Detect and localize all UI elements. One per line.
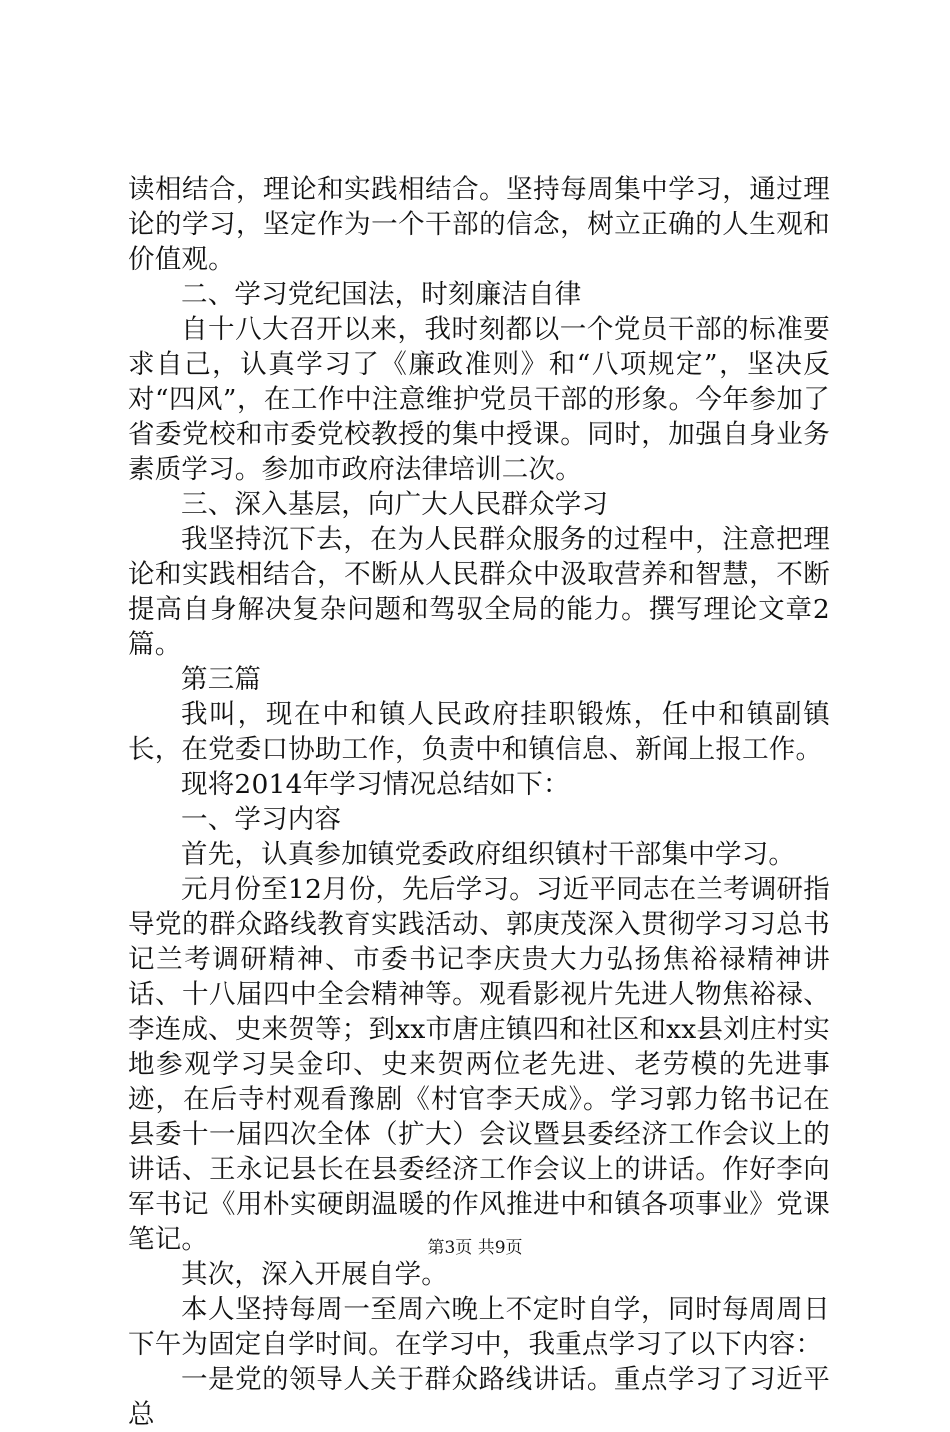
section-heading-2: 二、学习党纪国法，时刻廉洁自律 [181, 279, 582, 310]
paragraph-11: 元月份至12月份，先后学习。习近平同志在兰考调研指导党的群众路线教育实践活动、郭庚茂深入贯彻学习习总书记兰考调研精神、市委书记李庆贵大力弘扬焦裕禄精神讲话、十八届四中全会精神等。观看影视片先进人物焦裕禄、李连成、史来贺等；到xx市唐庄镇四和社区和xx县刘庄村实地参观学习吴金印、史来贺两位老先进、老劳模的先进事迹，在后寺村观看豫剧《村官李天成》。学习郭力铭书记在县委十一届四次全体（扩大）会议暨县委经济工作会议上的讲话、王永记县长在县委经济工作会议上的讲话。作好李向军书记《用朴实硬朗温暖的作风推进中和镇各项事业》党课笔记。 [128, 874, 830, 1255]
paragraph-14: 一是党的领导人关于群众路线讲话。重点学习了习近平总 [128, 1364, 830, 1430]
paragraph-13: 本人坚持每周一至周六晚上不定时自学，同时每周周日下午为固定自学时间。在学习中，我重点学习了以下内容： [128, 1294, 830, 1360]
section-heading-1: 一、学习内容 [181, 804, 342, 835]
paragraph-1: 读相结合，理论和实践相结合。坚持每周集中学习，通过理论的学习，坚定作为一个干部的信念，树立正确的人生观和价值观。 [128, 174, 830, 275]
page-number-footer: 第3页 共9页 [427, 1238, 523, 1258]
part-heading: 第三篇 [181, 664, 262, 695]
paragraph-12: 其次，深入开展自学。 [181, 1259, 448, 1290]
paragraph-10: 首先，认真参加镇党委政府组织镇村干部集中学习。 [181, 839, 796, 870]
paragraph-3: 自十八大召开以来，我时刻都以一个党员干部的标准要求自己，认真学习了《廉政准则》和“八项规定”，坚决反对“四风”，在工作中注意维护党员干部的形象。今年参加了省委党校和市委党校教授的集中授课。同时，加强自身业务素质学习。参加市政府法律培训二次。 [128, 314, 830, 485]
paragraph-5: 我坚持沉下去，在为人民群众服务的过程中，注意把理论和实践相结合，不断从人民群众中汲取营养和智慧，不断提高自身解决复杂问题和驾驭全局的能力。撰写理论文章2篇。 [128, 524, 830, 660]
paragraph-7: 我叫，现在中和镇人民政府挂职锻炼，任中和镇副镇长，在党委口协助工作，负责中和镇信息、新闻上报工作。 [128, 699, 830, 765]
paragraph-8: 现将2014年学习情况总结如下： [181, 769, 570, 800]
section-heading-3: 三、深入基层，向广大人民群众学习 [181, 489, 609, 520]
